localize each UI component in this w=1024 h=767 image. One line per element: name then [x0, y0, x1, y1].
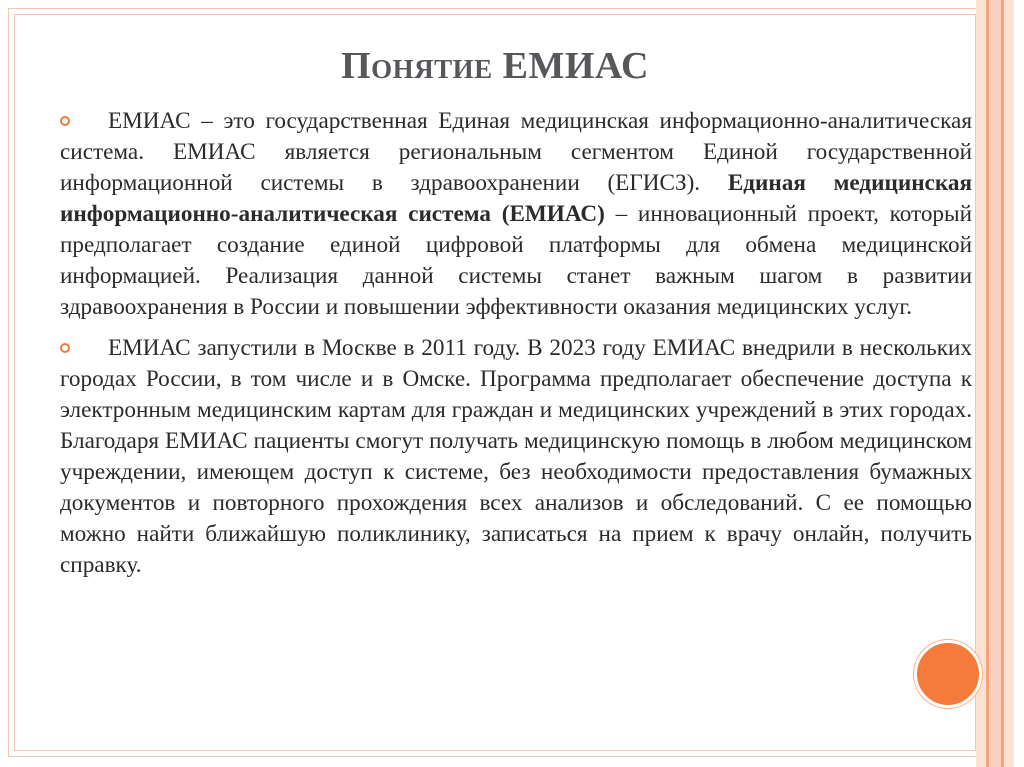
- decorative-stripe: [976, 0, 986, 767]
- decorative-stripe: [989, 0, 1001, 767]
- para-text: ЕМИАС – это государственная Единая медицинская информационно-аналитическая система. ЕМИАС является региональным сегментом Единой государственной информационной системы в здравоохранении (ЕГИСЗ).: [60, 108, 972, 196]
- para-bold-text: Единая медицинская информационно-аналитическая система (ЕМИАС): [60, 170, 972, 227]
- para-text: ЕМИАС запустили в Москве в 2011 году. В 2023 году ЕМИАС внедрили в нескольких городах России, в том числе и в Омске. Программа предполагает обеспечение доступа к электронным медицинским картам для граждан и медицинских учреждений в этих городах. Благодаря ЕМИАС пациенты смогут получать медицинскую помощь в любом медицинском учреждении, имеющем доступ к системе, без необходимости предоставления бумажных документов и повторного прохождения всех анализов и обследований. С ее помощью можно найти ближайшую поликлинику, записаться на прием к врачу онлайн, получить справку.: [60, 335, 972, 578]
- orange-circle-icon: [914, 640, 982, 708]
- slide-content: [60, 106, 972, 591]
- bullet-text: [60, 106, 972, 323]
- para-text: – инновационный проект, который предполагает создание единой цифровой платформы для обмена медицинской информацией. Реализация данной системы станет важным шагом в развитии здравоохранения в России и повышении эффективности оказания медицинских услуг.: [60, 201, 972, 320]
- ring-bullet-icon: [60, 343, 70, 353]
- bullet-item: [60, 106, 972, 323]
- decorative-stripe: [1004, 0, 1014, 767]
- decorative-stripe: [1014, 0, 1024, 767]
- bullet-text: [60, 333, 972, 581]
- bullet-item: [60, 333, 972, 581]
- slide-title: Понятие ЕМИАС: [341, 45, 649, 87]
- ring-bullet-icon: [60, 116, 70, 126]
